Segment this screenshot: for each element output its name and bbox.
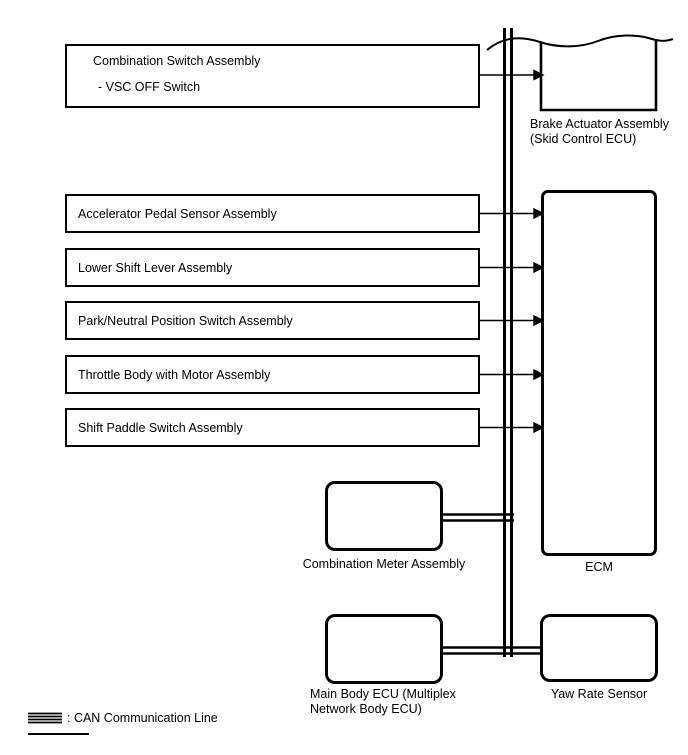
legend-label: : CAN Communication Line (67, 711, 218, 725)
can-link-main-body-yaw (443, 648, 541, 654)
node-main-body-ecu (325, 614, 443, 684)
node-label: Shift Paddle Switch Assembly (78, 420, 243, 435)
node-label: Park/Neutral Position Switch Assembly (78, 313, 293, 328)
node-combination-meter (325, 481, 443, 551)
node-shift-paddle-switch (65, 408, 480, 447)
node-park-neutral-switch (65, 301, 480, 340)
node-label: Combination Switch Assembly (93, 54, 261, 68)
node-accelerator-pedal-sensor (65, 194, 480, 233)
brake-actuator-label-line2: (Skid Control ECU) (530, 131, 637, 146)
ecm-label: ECM (585, 560, 613, 574)
node-label: Lower Shift Lever Assembly (78, 260, 233, 275)
combination-meter-label: Combination Meter Assembly (302, 557, 466, 571)
node-throttle-body (65, 355, 480, 394)
main-body-ecu-label-line2: Network Body ECU) (310, 701, 422, 716)
main-body-ecu-label-line1: Main Body ECU (Multiplex (310, 687, 456, 701)
brake-actuator-label (530, 117, 669, 146)
brake-actuator-cutoff-wave (487, 35, 673, 50)
node-combination-switch (65, 44, 480, 108)
node-ecm (541, 190, 657, 556)
legend-can-symbol (28, 714, 62, 723)
brake-actuator-box (540, 39, 658, 110)
node-yaw-rate-sensor (540, 614, 658, 682)
node-sublabel: - VSC OFF Switch (98, 80, 201, 94)
brake-actuator-label-line1: Brake Actuator Assembly (530, 117, 669, 131)
node-label: Accelerator Pedal Sensor Assembly (78, 206, 277, 221)
main-body-ecu-label (310, 687, 456, 716)
can-bus-vertical-line (505, 28, 512, 657)
yaw-rate-sensor-label: Yaw Rate Sensor (550, 687, 648, 701)
node-label: Throttle Body with Motor Assembly (78, 367, 271, 382)
node-lower-shift-lever (65, 248, 480, 287)
